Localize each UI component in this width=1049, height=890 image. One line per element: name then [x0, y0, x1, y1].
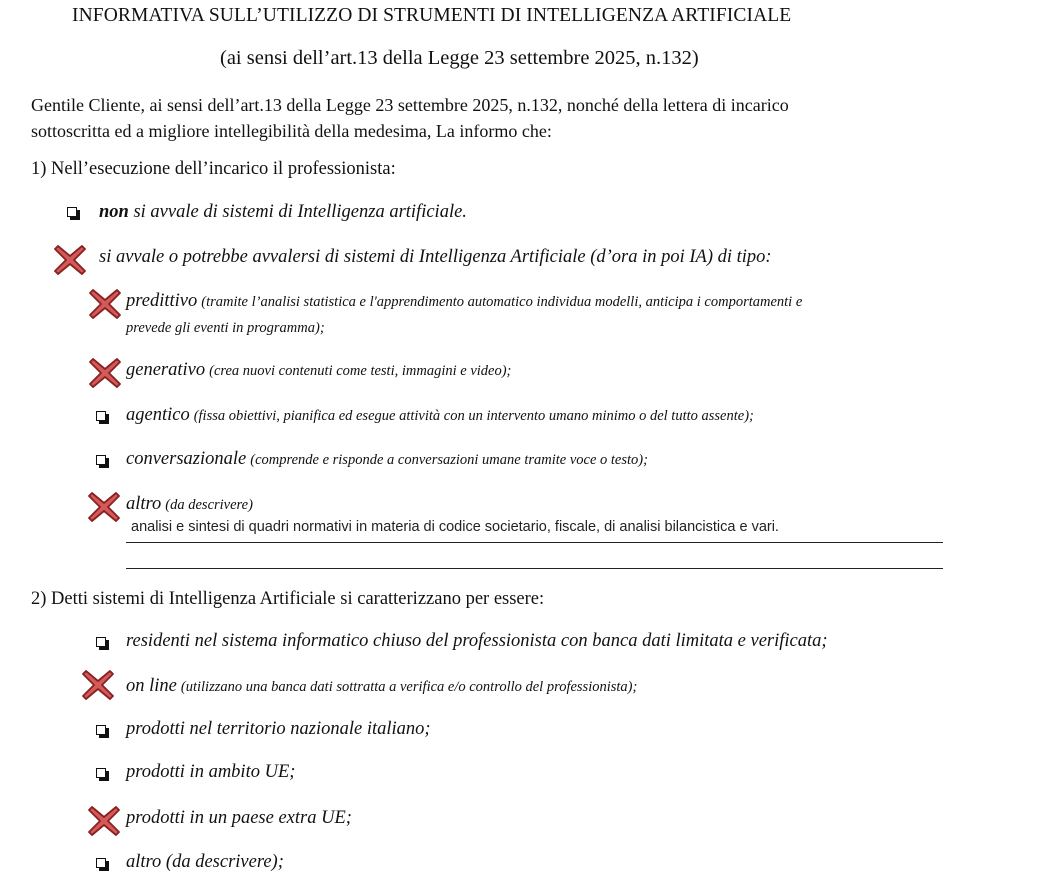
checkbox-agentico[interactable] — [96, 411, 106, 421]
document-title: INFORMATIVA SULL’UTILIZZO DI STRUMENTI DI INTELLIGENZA ARTIFICIALE — [72, 5, 792, 26]
type-predittivo — [126, 291, 802, 312]
section-1-heading: 1) Nell’esecuzione dell’incarico il professionista: — [31, 159, 396, 179]
checked-x-icon[interactable] — [87, 490, 121, 524]
type-predittivo-label: predittivo — [126, 291, 198, 311]
option-residenti: residenti nel sistema informatico chiuso del professionista con banca dati limitata e verificata; — [126, 631, 828, 651]
checked-x-icon[interactable] — [53, 243, 87, 277]
document-subtitle: (ai sensi dell’art.13 della Legge 23 settembre 2025, n.132) — [220, 47, 699, 69]
checked-x-icon[interactable] — [88, 356, 122, 390]
option-si-avvale: si avvale o potrebbe avvalersi di sistemi di Intelligenza Artificiale (d’ora in poi IA) di tipo: — [99, 247, 772, 267]
option-extra-ue: prodotti in un paese extra UE; — [126, 808, 352, 828]
option-ue: prodotti in ambito UE; — [126, 762, 296, 782]
option-non-text: si avvale di sistemi di Intelligenza artificiale. — [133, 202, 467, 222]
type-altro-desc: (da descrivere) — [165, 497, 253, 513]
option-non-avvale — [99, 202, 467, 223]
type-altro-label: altro — [126, 494, 162, 514]
type-predittivo-desc-2: prevede gli eventi in programma); — [126, 320, 325, 336]
section-2-heading: 2) Detti sistemi di Intelligenza Artificiale si caratterizzano per essere: — [31, 589, 545, 609]
fill-line — [126, 542, 943, 543]
type-altro — [126, 494, 253, 515]
type-generativo — [126, 360, 511, 381]
checked-x-icon[interactable] — [88, 287, 122, 321]
altro-description-field[interactable]: analisi e sintesi di quadri normativi in materia di codice societario, fiscale, di analisi bilancistica e vari. — [131, 519, 779, 535]
checked-x-icon[interactable] — [81, 668, 115, 702]
type-conversazionale — [126, 449, 648, 470]
fill-line — [126, 568, 943, 569]
checkbox-residenti[interactable] — [96, 637, 106, 647]
option-altro-2: altro (da descrivere); — [126, 852, 284, 872]
type-conversazionale-label: conversazionale — [126, 449, 247, 469]
type-generativo-label: generativo — [126, 360, 206, 380]
type-predittivo-desc: (tramite l’analisi statistica e l'apprendimento automatico individua modelli, anticipa i comportamenti e — [201, 294, 803, 310]
option-nazionale: prodotti nel territorio nazionale italiano; — [126, 719, 431, 739]
checkbox-nazionale[interactable] — [96, 725, 106, 735]
checkbox-conversazionale[interactable] — [96, 455, 106, 465]
checkbox-altro-2[interactable] — [96, 858, 106, 868]
option-online-desc: (utilizzano una banca dati sottratta a verifica e/o controllo del professionista); — [180, 679, 638, 695]
checked-x-icon[interactable] — [87, 804, 121, 838]
type-generativo-desc: (crea nuovi contenuti come testi, immagini e video); — [209, 363, 512, 379]
intro-line-2: sottoscritta ed a migliore intellegibilità della medesima, La informo che: — [31, 121, 552, 141]
type-agentico-label: agentico — [126, 405, 190, 425]
option-non-bold: non — [99, 202, 129, 222]
type-conversazionale-desc: (comprende e risponde a conversazioni umane tramite voce o testo); — [250, 452, 648, 468]
checkbox-non-avvale[interactable] — [67, 207, 77, 217]
type-agentico — [126, 405, 754, 426]
checkbox-ue[interactable] — [96, 768, 106, 778]
type-agentico-desc: (fissa obiettivi, pianifica ed esegue attività con un intervento umano minimo o del tutto assente); — [193, 408, 754, 424]
intro-line-1: Gentile Cliente, ai sensi dell’art.13 della Legge 23 settembre 2025, n.132, nonché della lettera di incarico — [31, 95, 789, 115]
option-online — [126, 676, 637, 697]
option-online-label: on line — [126, 676, 177, 696]
